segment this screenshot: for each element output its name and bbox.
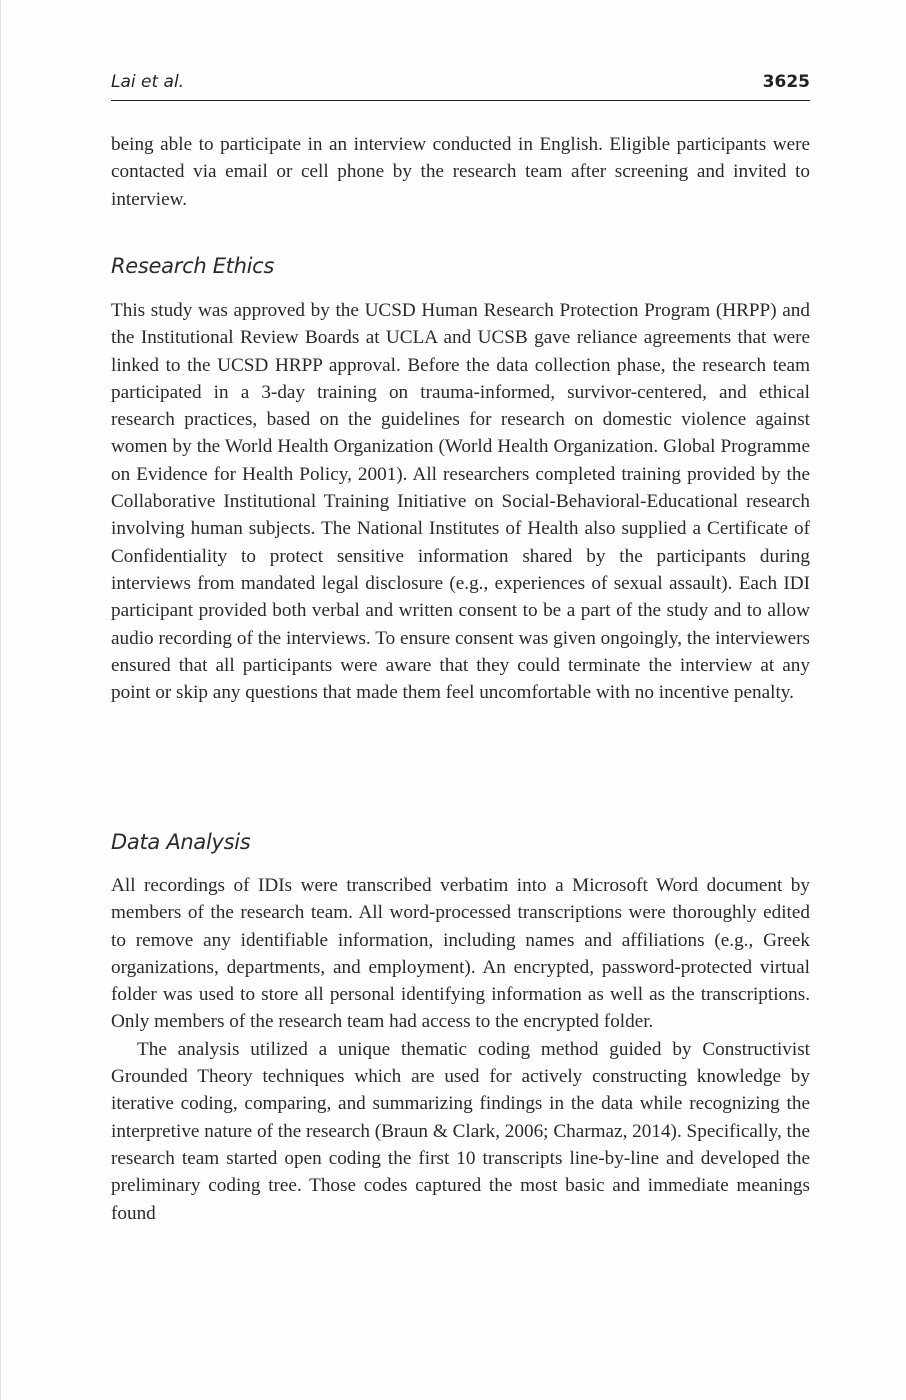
intro-text-block: [111, 131, 810, 213]
research-ethics-paragraph: This study was approved by the UCSD Human Research Protection Program (HRPP) and the Institutional Review Boards at UCLA and UCSB gave reliance agreements that were linked to the UCSD HRPP approval. Before the data collection phase, the research team participated in a 3-day training on trauma-informed, survivor-centered, and ethical research practices, based on the guidelines for research on domestic violence against women by the World Health Organization (World Health Organization. Global Programme on Evidence for Health Policy, 2001). All researchers completed training provided by the Collaborative Institutional Training Initiative on Social-Behavioral-Educational research involving human subjects. The National Institutes of Health also supplied a Certificate of Confidentiality to protect sensitive information shared by the participants during interviews from mandated legal disclosure (e.g., experiences of sexual assault). Each IDI participant provided both verbal and written consent to be a part of the study and to allow audio recording of the interviews. To ensure consent was given ongoingly, the interviewers ensured that all participants were aware that they could terminate the interview at any point or skip any questions that made them feel uncomfortable with no incentive penalty.: [111, 300, 810, 704]
section-heading-research-ethics: Research Ethics: [111, 254, 275, 278]
data-analysis-paragraph-2: The analysis utilized a unique thematic coding method guided by Constructivist Grounded Theory techniques which are used for actively constructing knowledge by iterative coding, comparing, and summarizing findings in the data while recognizing the interpretive nature of the research (Braun & Clark, 2006; Charmaz, 2014). Specifically, the research team started open coding the first 10 transcripts line-by-line and developed the preliminary coding tree. Those codes captured the most basic and immediate meanings found: [111, 1038, 810, 1224]
running-head-authors: Lai et al.: [111, 72, 185, 92]
research-ethics-text-block: [111, 297, 810, 706]
data-analysis-paragraph-1: All recordings of IDIs were transcribed verbatim into a Microsoft Word document by members of the research team. All word-processed transcriptions were thoroughly edited to remove any identifiable information, including names and affiliations (e.g., Greek organizations, departments, and employment). An encrypted, password-protected virtual folder was used to store all personal identifying information as well as the transcriptions. Only members of the research team had access to the encrypted folder.: [111, 875, 810, 1033]
intro-paragraph: being able to participate in an interview conducted in English. Eligible participants were contacted via email or cell phone by the research team after screening and invited to interview.: [111, 134, 810, 210]
page-number: 3625: [762, 72, 810, 92]
running-head: [111, 68, 810, 101]
data-analysis-text-block: [111, 872, 810, 1227]
section-heading-data-analysis: Data Analysis: [111, 830, 251, 854]
